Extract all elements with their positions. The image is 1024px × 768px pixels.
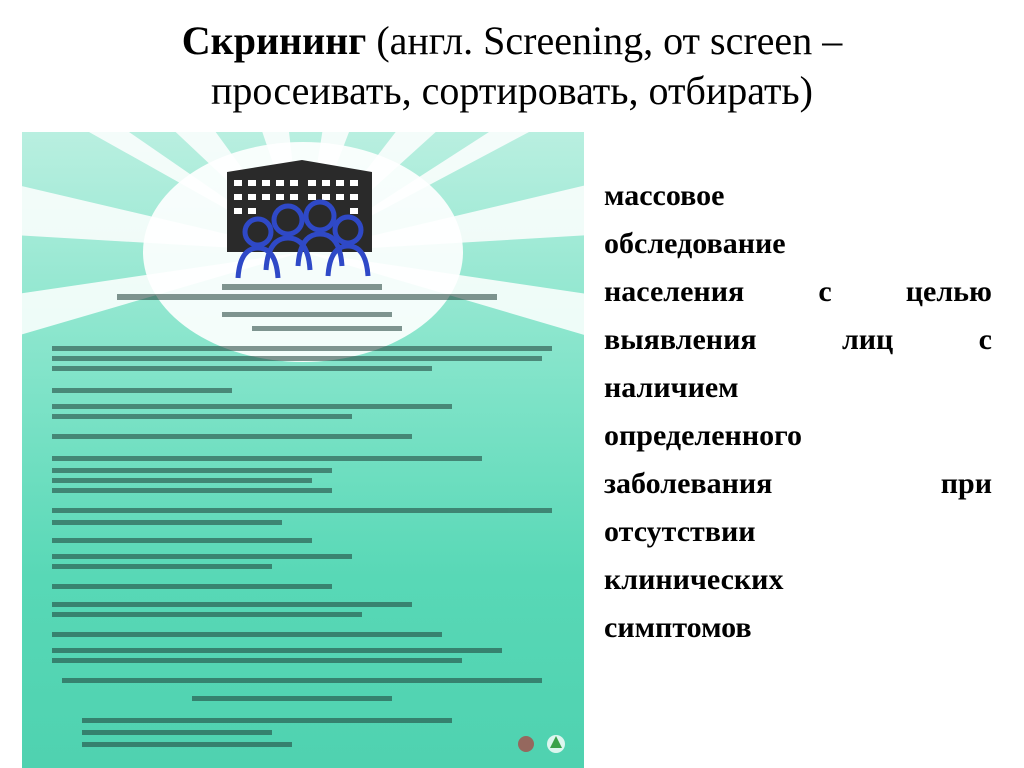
definition-line-2: обследование	[604, 227, 786, 260]
definition-line-9: клинических	[604, 563, 784, 596]
definition-line-10: симптомов	[604, 611, 752, 644]
definition-line-1: массовое	[604, 179, 725, 212]
slide-title	[40, 16, 984, 116]
definition-line-8: отсутствии	[604, 515, 756, 548]
definition-line-5: наличием	[604, 371, 739, 404]
title-etymology: (англ. Screening, от screen –	[366, 18, 843, 63]
definition-line-6: определенного	[604, 419, 802, 452]
definition-line-3: населения с целью	[604, 275, 992, 308]
sponsor-logos	[518, 735, 565, 753]
screening-definition	[604, 172, 992, 652]
screening-poster-image	[22, 132, 584, 768]
title-term: Скрининг	[181, 18, 367, 63]
poster-artwork	[22, 132, 584, 768]
title-meaning: просеивать, сортировать, отбирать)	[211, 68, 813, 113]
definition-line-7: заболевания при	[604, 467, 992, 500]
definition-line-4: выявления лиц с	[604, 323, 992, 356]
